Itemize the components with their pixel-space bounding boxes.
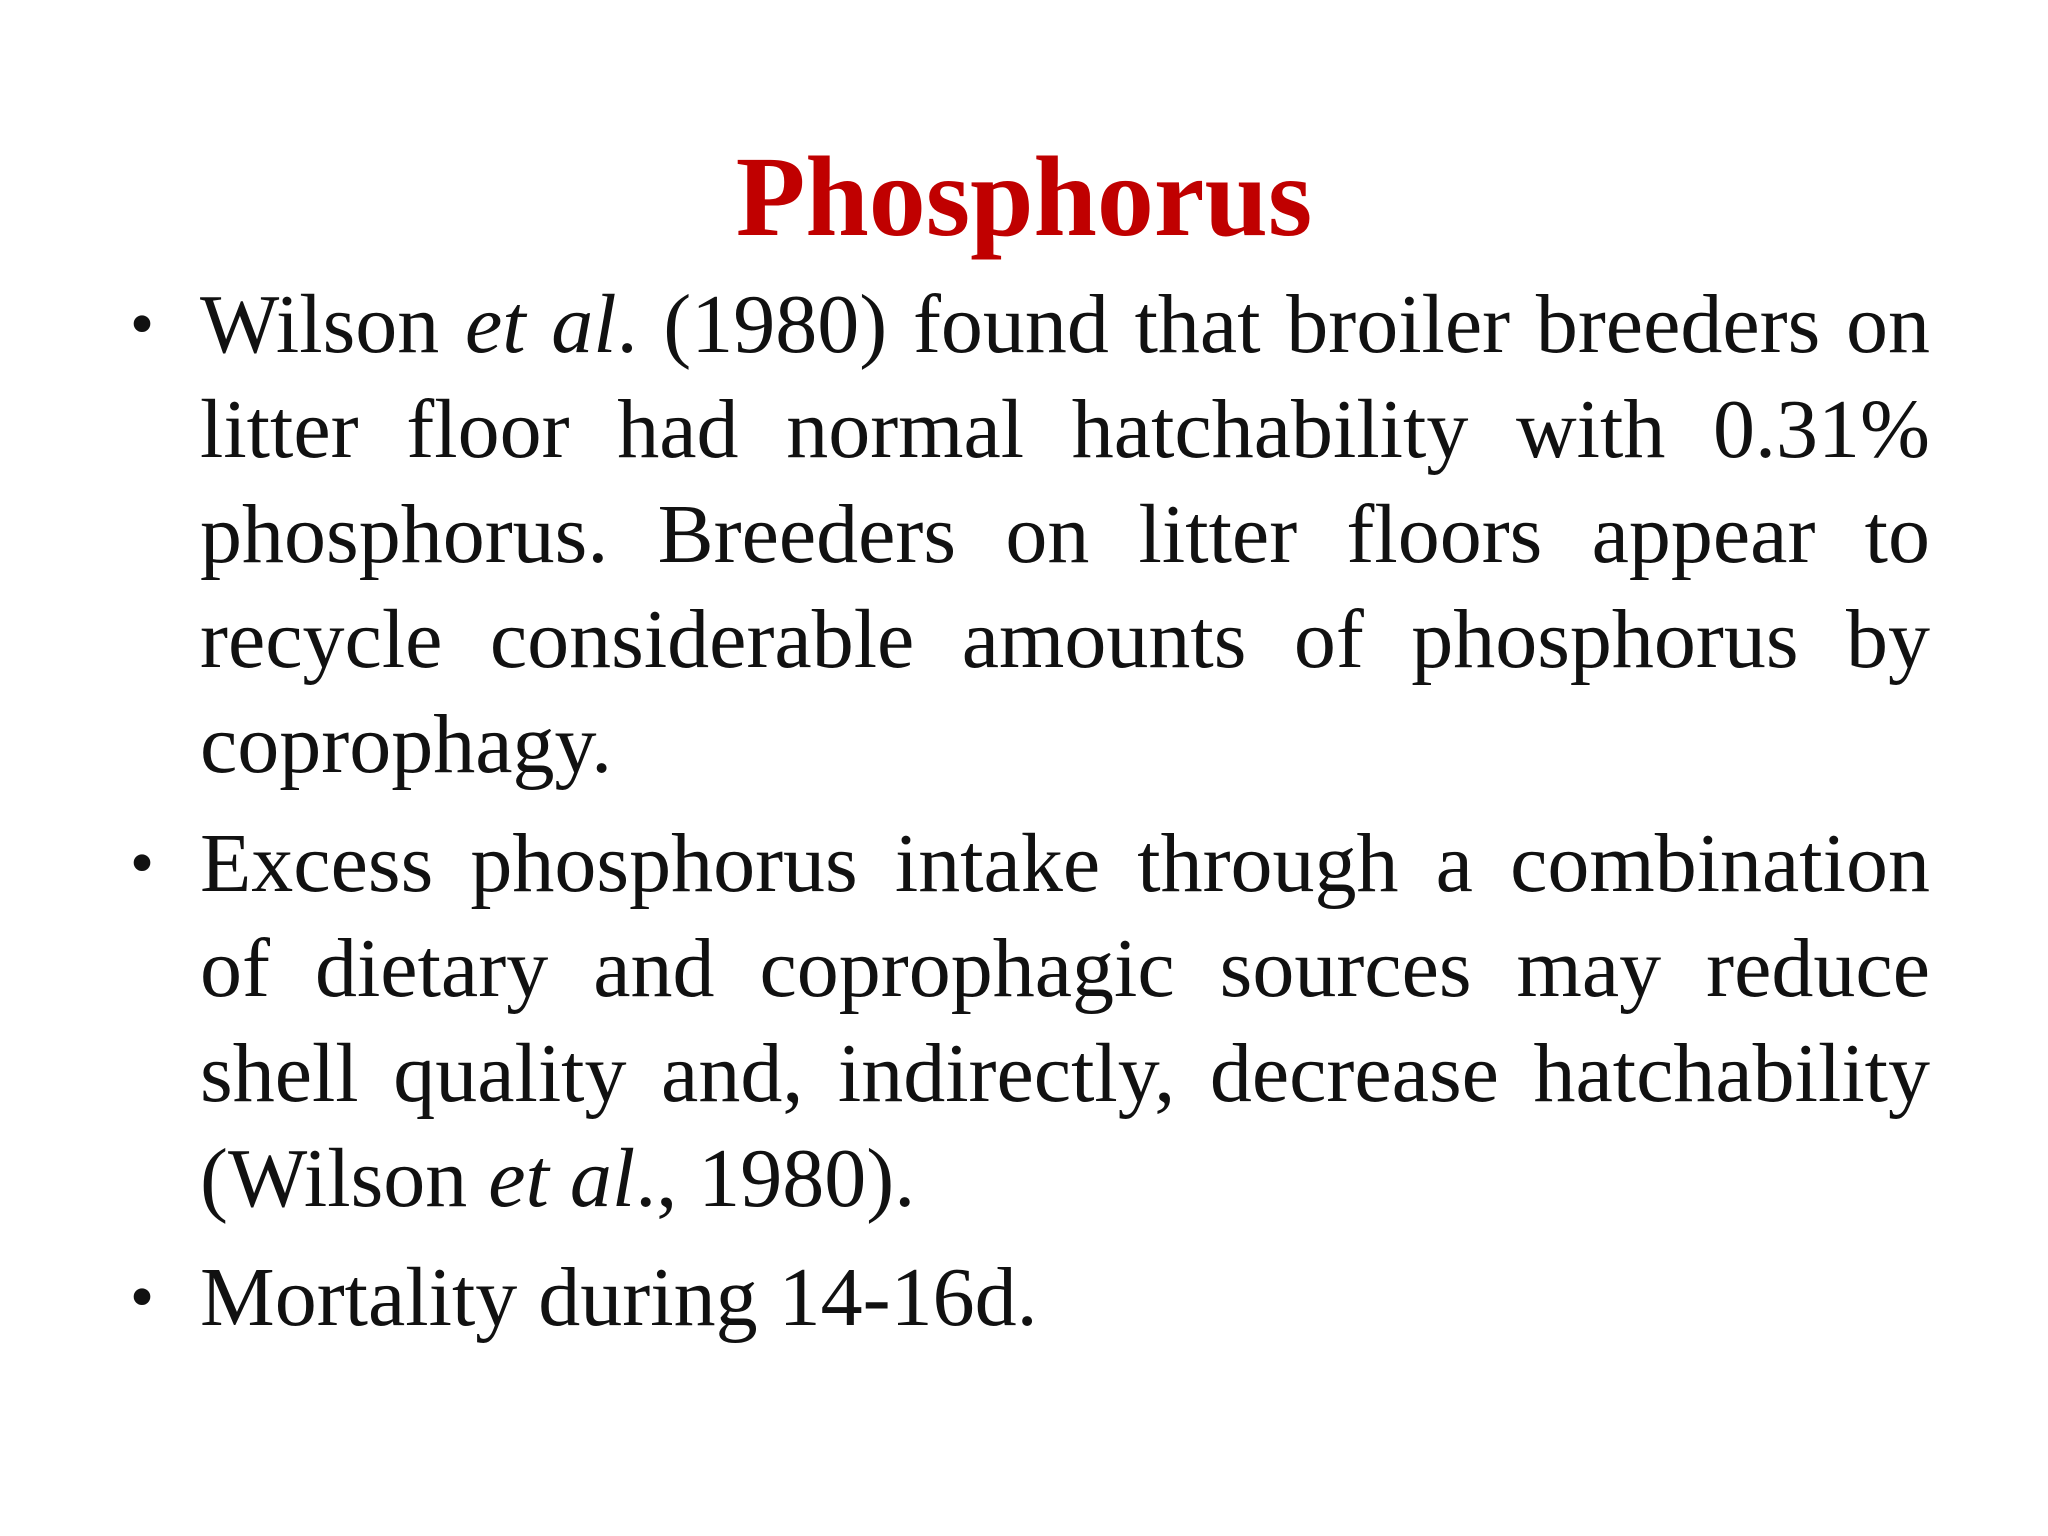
text-segment: Mortality during 14-16d.	[200, 1251, 1038, 1344]
text-segment: . (1980) found that broiler breeders on litter floor had normal hatchability with 0.31% phosphorus. Breeders on litter floors appear to recycle considerable amounts of phosphorus by coprophagy.	[200, 278, 1930, 791]
text-segment: Wilson	[200, 278, 465, 371]
slide-title: Phosphorus	[735, 133, 1313, 260]
bullet-text	[200, 278, 1930, 791]
text-segment: Excess phosphorus intake through a combination of dietary and coprophagic sources may reduce shell quality and, indirectly, decrease hatchability (Wilson	[200, 817, 1930, 1225]
bullet-text	[200, 1251, 1038, 1344]
bullet-text	[200, 817, 1930, 1225]
bullet-marker: •	[129, 286, 155, 363]
bullet-item-3	[129, 1245, 1930, 1350]
bullet-list	[129, 272, 1930, 1364]
bullet-item-1	[129, 272, 1930, 797]
citation-italic: et al	[488, 1132, 636, 1225]
bullet-marker: •	[129, 1259, 155, 1336]
text-segment: ., 1980).	[635, 1132, 916, 1225]
citation-italic: et al	[464, 278, 617, 371]
bullet-item-2	[129, 811, 1930, 1231]
bullet-marker: •	[129, 825, 155, 902]
